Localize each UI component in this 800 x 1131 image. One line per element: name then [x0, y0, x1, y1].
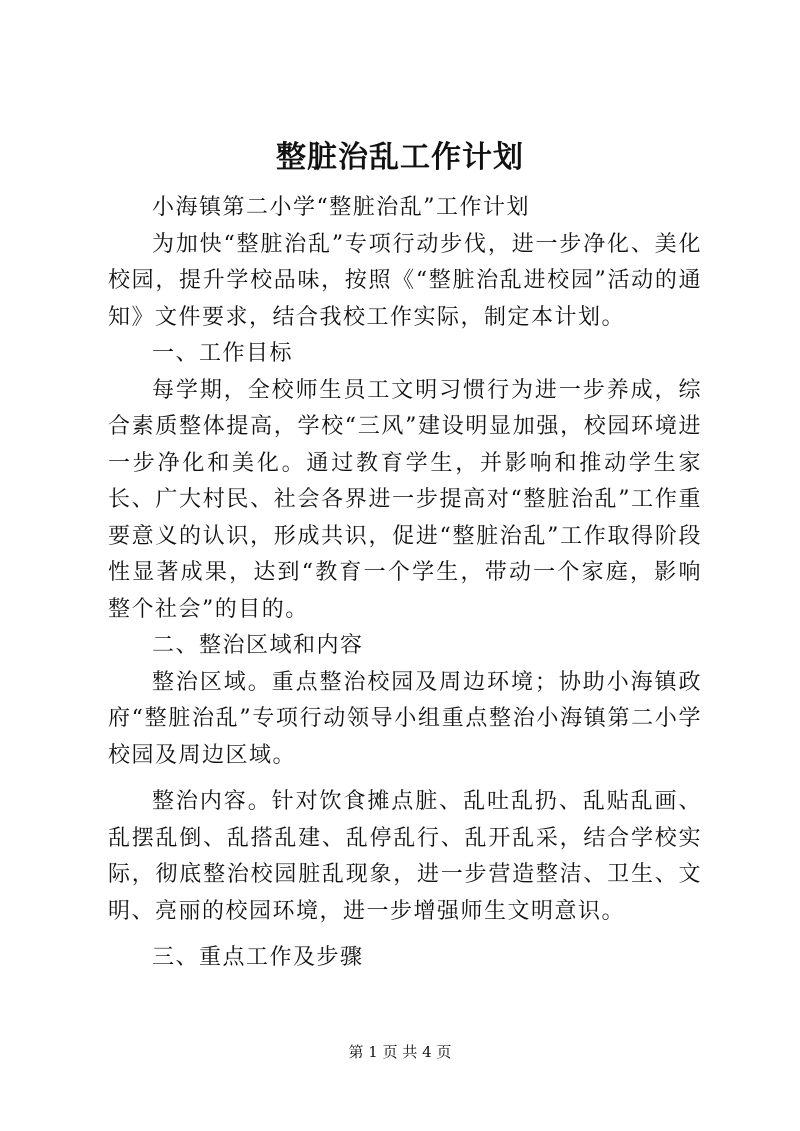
document-title: 整脏治乱工作计划	[276, 140, 524, 175]
paragraph-spacer	[108, 774, 702, 784]
goals-paragraph: 每学期，全校师生员工文明习惯行为进一步养成，综合素质整体提高，学校“三风”建设明显加强，校园环境进一步净化和美化。通过教育学生，并影响和推动学生家长、广大村民、社会各界进一步提高对“整脏治乱”工作重要意义的认识，形成共识，促进“整脏治乱”工作取得阶段性显著成果，达到“教育一个学生，带动一个家庭，影响整个社会”的目的。	[108, 377, 702, 622]
section-heading-steps: 三、重点工作及步骤	[152, 945, 364, 970]
content-paragraph: 整治内容。针对饮食摊点脏、乱吐乱扔、乱贴乱画、乱摆乱倒、乱搭乱建、乱停乱行、乱开乱采，结合学校实际，彻底整治校园脏乱现象，进一步营造整洁、卫生、文明、亮丽的校园环境，进一步增强师生文明意识。	[108, 789, 702, 924]
section-heading-goals: 一、工作目标	[152, 341, 294, 366]
page-number-footer: 第 1 页 共 4 页	[348, 1043, 452, 1061]
section-heading-areas: 二、整治区域和内容	[152, 633, 364, 658]
subtitle-paragraph: 小海镇第二小学“整脏治乱”工作计划	[152, 195, 530, 220]
paragraph-spacer	[108, 930, 702, 940]
intro-paragraph: 为加快“整脏治乱”专项行动步伐，进一步净化、美化校园，提升学校品味，按照《“整脏治乱进校园”活动的通知》文件要求，结合我校工作实际，制定本计划。	[108, 231, 702, 330]
document-body	[108, 190, 702, 977]
areas-paragraph: 整治区域。重点整治校园及周边环境；协助小海镇政府“整脏治乱”专项行动领导小组重点整治小海镇第二小学校园及周边区域。	[108, 669, 702, 768]
